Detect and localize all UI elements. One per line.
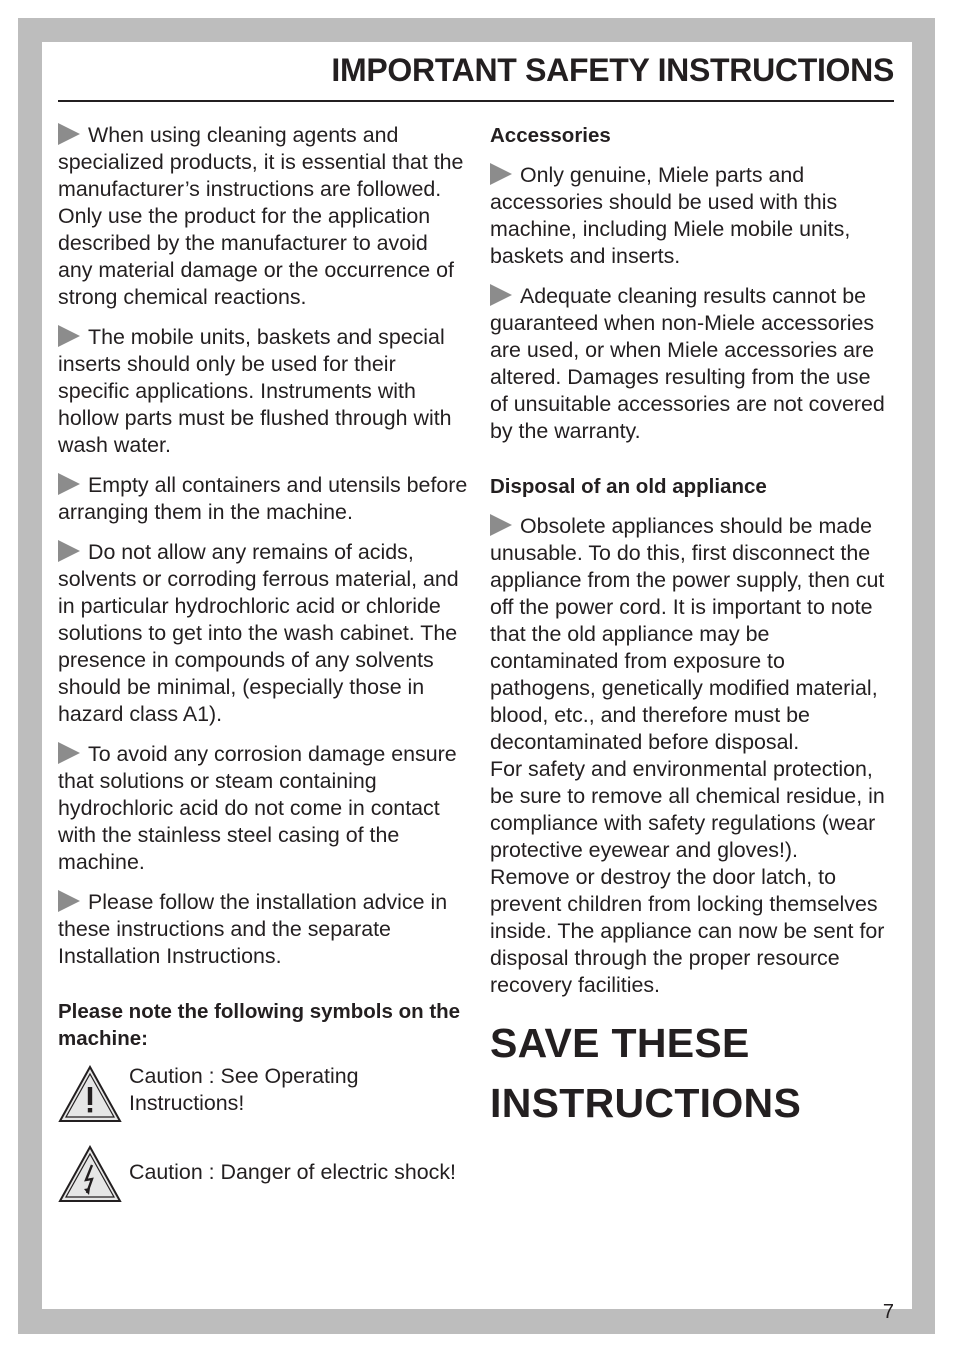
safety-bullet: Please follow the installation advice in these instructions and the separate Installation Instructions. — [58, 889, 468, 970]
disposal-heading: Disposal of an old appliance — [490, 475, 767, 498]
disposal-paragraph: For safety and environmental protection, be sure to remove all chemical residue, in compliance with safety regulations (wear protective eyewear and gloves!). — [490, 757, 885, 862]
save-heading-line: INSTRUCTIONS — [490, 1080, 802, 1126]
save-instructions-heading — [490, 1013, 890, 1133]
symbol-label: Caution : Danger of electric shock! — [129, 1160, 456, 1184]
electric-shock-icon — [58, 1145, 122, 1203]
symbols-heading: Please note the following symbols on the machine: — [58, 1000, 461, 1050]
right-column — [490, 122, 890, 1133]
disposal-bullet: Obsolete appliances should be made unusable. To do this, first disconnect the appliance from the power supply, then cut off the power cord. It is important to note that the old appliance may be contaminated from exposure to pathogens, genetically modified material, blood, etc., and therefore must be decontaminated before disposal. — [490, 513, 890, 756]
safety-bullet: When using cleaning agents and specialized products, it is essential that the manufacturer’s instructions are followed. Only use the product for the application described by the manufacturer to avoid any material damage or the occurrence of strong chemical reactions. — [58, 122, 468, 311]
symbol-label: Caution : See Operating Instructions! — [129, 1064, 359, 1115]
safety-bullet: Empty all containers and utensils before arranging them in the machine. — [58, 473, 468, 524]
safety-bullet: To avoid any corrosion damage ensure that solutions or steam containing hydrochloric acid do not come in contact with the stainless steel casing of the machine. — [58, 741, 468, 876]
symbol-row-electric — [58, 1145, 468, 1203]
symbol-row-caution — [58, 1065, 468, 1123]
accessories-bullet: Adequate cleaning results cannot be guaranteed when non-Miele accessories are used, or when Miele accessories are altered. Damages resulting from the use of unsuitable accessories are not covered by the warranty. — [490, 283, 890, 445]
left-column — [58, 122, 468, 1203]
disposal-paragraph: Remove or destroy the door latch, to prevent children from locking themselves inside. The appliance can now be sent for disposal through the proper resource recovery facilities. — [490, 865, 885, 997]
save-heading-line: SAVE THESE — [490, 1020, 750, 1066]
accessories-heading: Accessories — [490, 124, 611, 147]
page-title: IMPORTANT SAFETY INSTRUCTIONS — [331, 52, 894, 88]
accessories-bullet: Only genuine, Miele parts and accessories should be used with this machine, including Miele mobile units, baskets and inserts. — [490, 162, 890, 270]
safety-bullet: The mobile units, baskets and special inserts should only be used for their specific applications. Instruments with hollow parts must be flushed through with wash water. — [58, 324, 468, 459]
header-divider — [58, 100, 894, 102]
safety-bullet: Do not allow any remains of acids, solvents or corroding ferrous material, and in particular hydrochloric acid or chloride solutions to get into the wash cabinet. The presence in compounds of any solvents should be minimal, (especially those in hazard class A1). — [58, 539, 468, 728]
page-number: 7 — [882, 1301, 894, 1323]
caution-exclamation-icon — [58, 1065, 122, 1123]
